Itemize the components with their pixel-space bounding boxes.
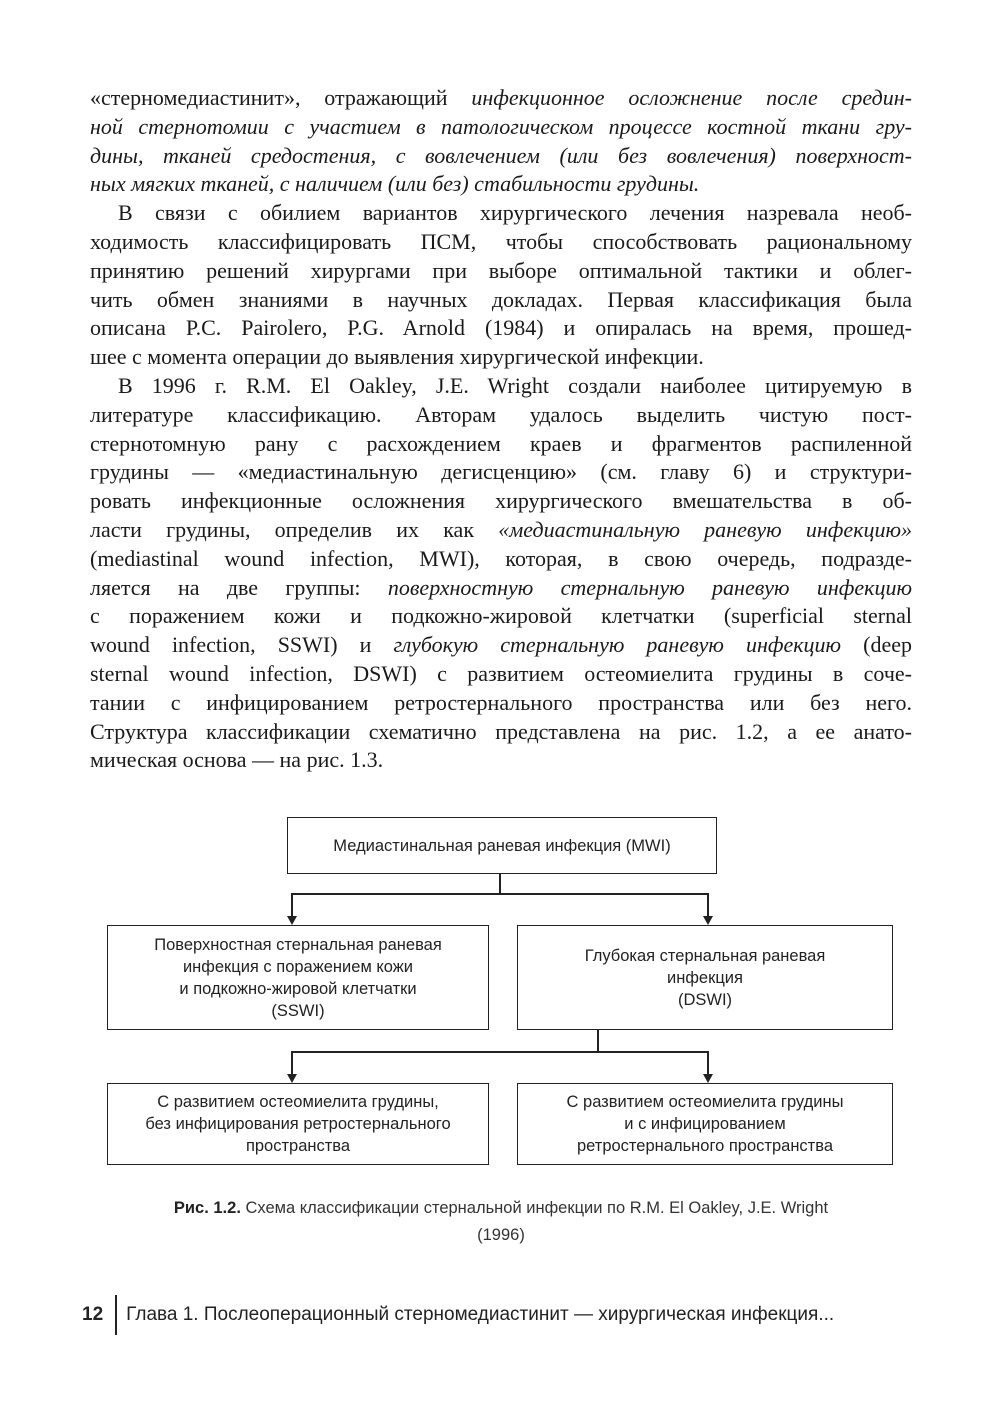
text: «стерномедиастинит», отражающий xyxy=(90,85,472,110)
connector xyxy=(707,1051,709,1075)
caption-year: (1996) xyxy=(477,1226,525,1244)
text: В 1996 г. R.M. El Oakley, J.E. Wright создали наиболее цитируемую в xyxy=(118,372,912,398)
arrow-down-icon xyxy=(703,1074,713,1083)
box-text: инфекция с поражением кожи xyxy=(182,957,414,976)
text-line xyxy=(90,84,912,113)
text: чить обмен знаниями в научных докладах. Первая классификация была xyxy=(90,286,912,312)
text-line xyxy=(90,314,912,343)
text-line xyxy=(90,401,912,430)
text-line xyxy=(90,199,912,228)
arrow-down-icon xyxy=(703,916,713,925)
connector xyxy=(597,1030,599,1052)
box-text: (DSWI) xyxy=(677,990,733,1009)
italic-text: ных мягких тканей, с наличием (или без) стабильности грудины. xyxy=(90,171,700,197)
text: wound infection, SSWI) и xyxy=(90,632,394,658)
diagram-box-dswi xyxy=(517,925,893,1030)
box-text: без инфицирования ретростернального xyxy=(145,1115,451,1133)
connector xyxy=(707,893,709,917)
italic-text: «медиастинальную раневую инфекцию» xyxy=(498,516,912,542)
italic-text: поверхностную стернальную раневую инфекцию xyxy=(387,574,912,600)
diagram-box-with-retrosternal xyxy=(517,1083,893,1165)
text: мическая основа — на рис. 1.3. xyxy=(90,747,384,773)
italic-text: дины, тканей средостения, с вовлечением (или без вовлечения) поверхност- xyxy=(90,142,912,168)
figure-caption xyxy=(90,1195,912,1249)
text: описана P.C. Pairolero, P.G. Arnold (1984) и опиралась на время, прошед- xyxy=(90,315,912,341)
arrow-down-icon xyxy=(287,916,297,925)
text-line xyxy=(90,343,912,372)
text: (deep xyxy=(841,632,912,658)
text-line xyxy=(90,286,912,315)
text-line xyxy=(90,574,912,603)
text-line xyxy=(90,718,912,747)
italic-text: инфекционное осложнение после средин- xyxy=(471,85,912,110)
text-line xyxy=(90,430,912,459)
box-text: пространства xyxy=(245,1137,351,1155)
diagram-box-sswi xyxy=(107,925,489,1030)
text-line xyxy=(90,372,912,401)
connector xyxy=(291,1051,293,1075)
text: тании с инфицированием ретростернального пространства или без него. xyxy=(90,689,912,715)
box-text: и с инфицированием xyxy=(624,1115,786,1133)
text-line xyxy=(90,113,912,142)
text-line xyxy=(90,660,912,689)
text-line xyxy=(90,516,912,545)
caption-text: Схема классификации стернальной инфекции по R.M. El Oakley, J.E. Wright xyxy=(240,1199,829,1217)
box-text: Медиастинальная раневая инфекция (MWI) xyxy=(333,836,671,855)
text-line xyxy=(90,458,912,487)
text-line xyxy=(90,746,912,775)
box-text: и подкожно-жировой клетчатки xyxy=(179,979,417,998)
diagram-box-mwi xyxy=(287,817,717,874)
page-footer xyxy=(82,1298,834,1332)
text: литературе классификацию. Авторам удалось выделить чистую пост- xyxy=(90,401,912,427)
connector xyxy=(499,874,501,894)
text-line xyxy=(90,257,912,286)
text-line xyxy=(90,170,912,199)
text: (mediastinal wound infection, MWI), которая, в свою очередь, подразде- xyxy=(90,545,912,571)
box-text: Поверхностная стернальная раневая xyxy=(154,935,442,954)
text-line xyxy=(90,487,912,516)
body-text xyxy=(90,84,912,775)
text: стернотомную рану с расхождением краев и фрагментов распиленной xyxy=(90,430,912,456)
text: В связи с обилием вариантов хирургического лечения назревала необ- xyxy=(118,200,912,226)
box-text: Глубокая стернальная раневая xyxy=(584,946,826,965)
text: грудины — «медиастинальную дегисценцию» (см. главу 6) и структури- xyxy=(90,459,912,485)
text: с поражением кожи и подкожно-жировой клетчатки (superficial sternal xyxy=(90,603,912,629)
box-text: (SSWI) xyxy=(271,1001,325,1020)
box-text: ретростернального пространства xyxy=(576,1137,834,1155)
connector xyxy=(291,893,709,895)
arrow-down-icon xyxy=(287,1074,297,1083)
text: шее с момента операции до выявления хирургической инфекции. xyxy=(90,344,704,370)
caption-label: Рис. 1.2. xyxy=(173,1199,241,1217)
page-number: 12 xyxy=(82,1304,104,1325)
footer-divider xyxy=(115,1295,117,1335)
box-text: инфекция xyxy=(667,968,743,987)
text-line xyxy=(90,631,912,660)
italic-text: ной стернотомии с участием в патологическом процессе костной ткани гру- xyxy=(90,113,912,139)
box-text: С развитием остеомиелита грудины xyxy=(566,1093,844,1111)
box-text: С развитием остеомиелита грудины, xyxy=(157,1093,439,1111)
text: ляется на две группы: xyxy=(90,574,388,600)
text-line xyxy=(90,602,912,631)
text-line xyxy=(90,545,912,574)
text: Структура классификации схематично представлена на рис. 1.2, а ее анато- xyxy=(90,718,912,744)
text: принятию решений хирургами при выборе оптимальной тактики и облег- xyxy=(90,257,912,283)
text: ровать инфекционные осложнения хирургического вмешательства в об- xyxy=(90,488,912,514)
connector xyxy=(291,893,293,917)
diagram-box-without-retrosternal xyxy=(107,1083,489,1165)
text: ласти грудины, определив их как xyxy=(90,516,499,542)
text-line xyxy=(90,689,912,718)
chapter-title: Глава 1. Послеоперационный стерномедиастинит — хирургическая инфекция... xyxy=(126,1304,835,1325)
text: ходимость классифицировать ПСМ, чтобы способствовать рациональному xyxy=(90,228,912,254)
text: sternal wound infection, DSWI) с развитием остеомиелита грудины в соче- xyxy=(90,660,912,686)
italic-text: глубокую стернальную раневую инфекцию xyxy=(393,632,842,658)
connector xyxy=(291,1051,709,1053)
text-line xyxy=(90,142,912,171)
text-line xyxy=(90,228,912,257)
